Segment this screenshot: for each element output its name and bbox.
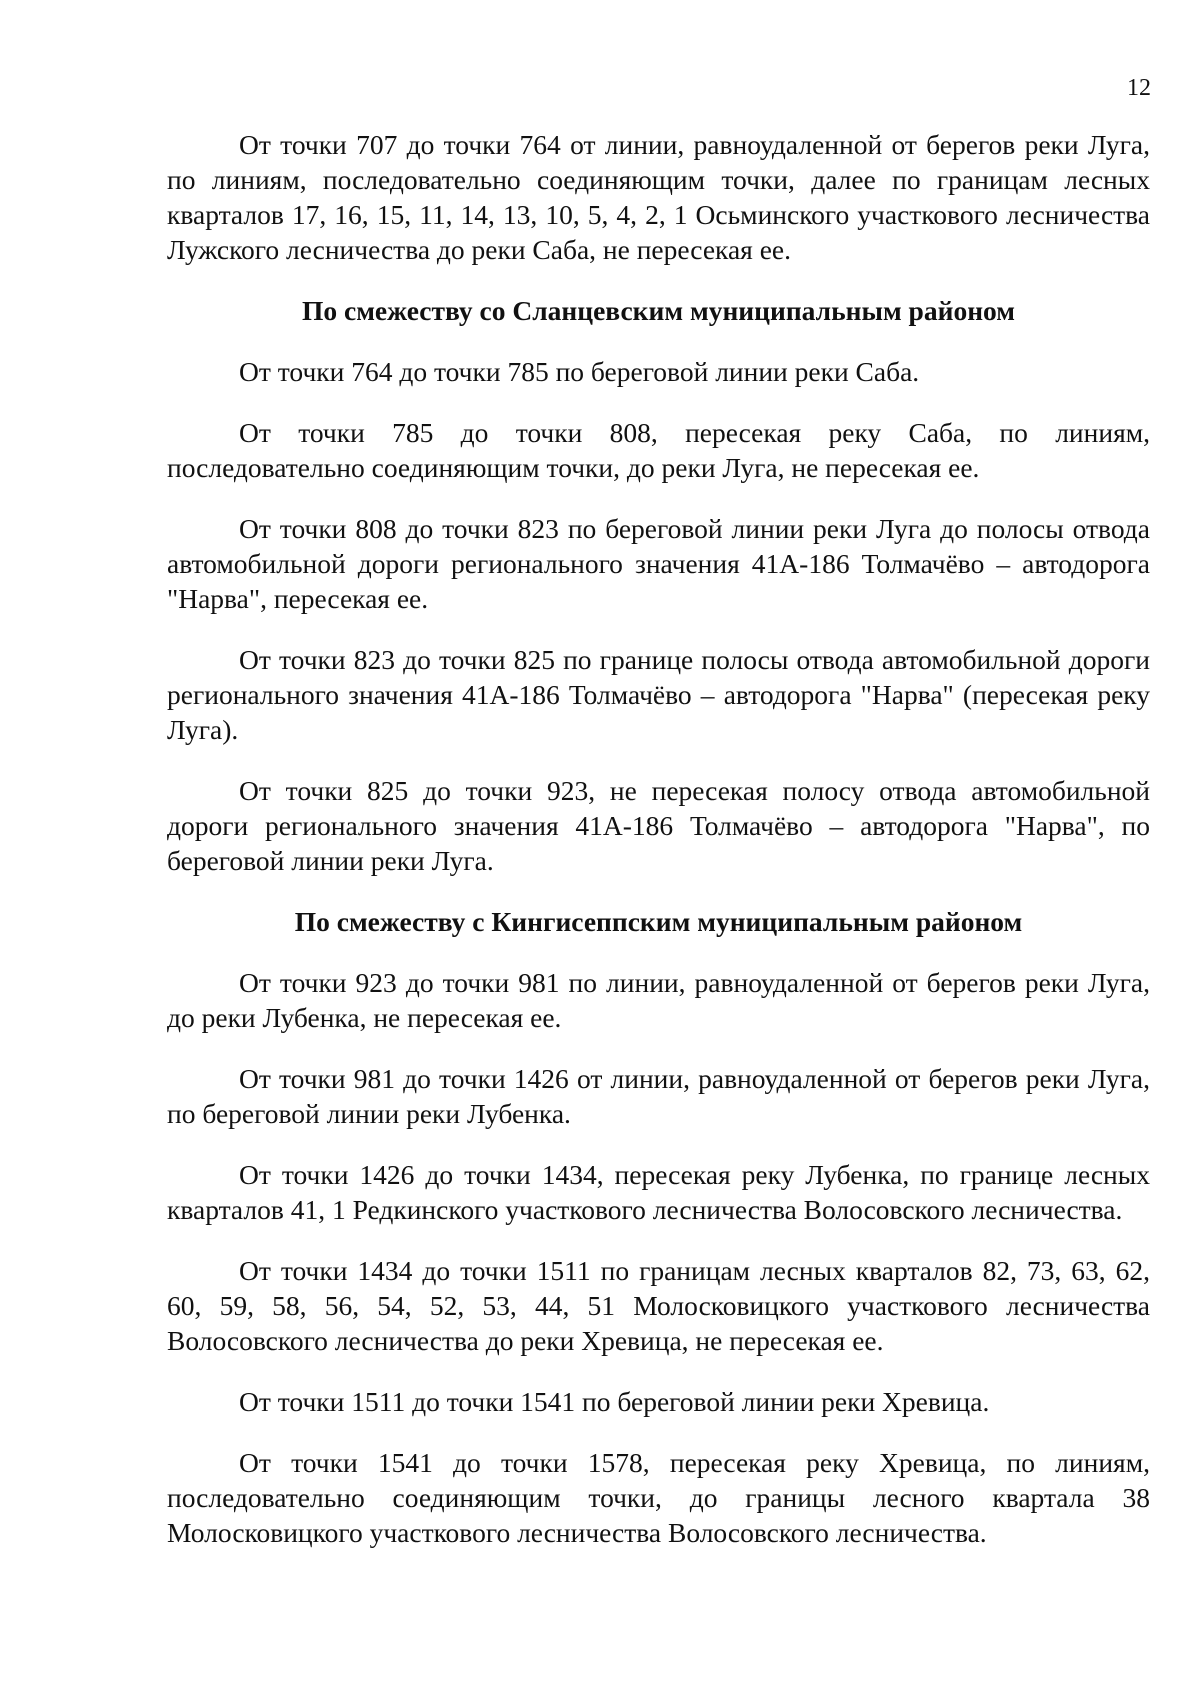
document-body	[167, 127, 1150, 1550]
paragraph: От точки 823 до точки 825 по границе полосы отвода автомобильной дороги регионального значения 41А-186 Толмачёво – автодорога "Нарва" (пересекая реку Луга).	[167, 644, 1150, 745]
paragraph: От точки 785 до точки 808, пересекая реку Саба, по линиям, последовательно соединяющим точки, до реки Луга, не пересекая ее.	[167, 417, 1150, 483]
section-heading: По смежеству с Кингисеппским муниципальным районом	[294, 906, 1023, 937]
paragraph: От точки 923 до точки 981 по линии, равноудаленной от берегов реки Луга, до реки Лубенка, не пересекая ее.	[167, 967, 1150, 1033]
paragraph: От точки 808 до точки 823 по береговой линии реки Луга до полосы отвода автомобильной дороги регионального значения 41А-186 Толмачёво – автодорога "Нарва", пересекая ее.	[167, 513, 1150, 614]
paragraph: От точки 707 до точки 764 от линии, равноудаленной от берегов реки Луга, по линиям, последовательно соединяющим точки, далее по границам лесных кварталов 17, 16, 15, 11, 14, 13, 10, 5, 4, 2, 1 Осьминского участкового лесничества Лужского лесничества до реки Саба, не пересекая ее.	[167, 129, 1150, 265]
paragraph: От точки 1541 до точки 1578, пересекая реку Хревица, по линиям, последовательно соединяющим точки, до границы лесного квартала 38 Молосковицкого участкового лесничества Волосовского лесничества.	[167, 1447, 1150, 1548]
section-heading: По смежеству со Сланцевским муниципальным районом	[301, 295, 1015, 326]
paragraph: От точки 1511 до точки 1541 по береговой линии реки Хревица.	[239, 1386, 990, 1417]
paragraph: От точки 1426 до точки 1434, пересекая реку Лубенка, по границе лесных кварталов 41, 1 Редкинского участкового лесничества Волосовского лесничества.	[167, 1159, 1150, 1225]
paragraph: От точки 1434 до точки 1511 по границам лесных кварталов 82, 73, 63, 62, 60, 59, 58, 56, 54, 52, 53, 44, 51 Молосковицкого участкового лесничества Волосовского лесничества до реки Хревица, не пересекая ее.	[167, 1255, 1150, 1356]
paragraph: От точки 825 до точки 923, не пересекая полосу отвода автомобильной дороги регионального значения 41А-186 Толмачёво – автодорога "Нарва", по береговой линии реки Луга.	[167, 775, 1150, 876]
page-number: 12	[1127, 75, 1151, 101]
paragraph: От точки 764 до точки 785 по береговой линии реки Саба.	[239, 356, 920, 387]
paragraph: От точки 981 до точки 1426 от линии, равноудаленной от берегов реки Луга, по береговой линии реки Лубенка.	[167, 1063, 1150, 1129]
